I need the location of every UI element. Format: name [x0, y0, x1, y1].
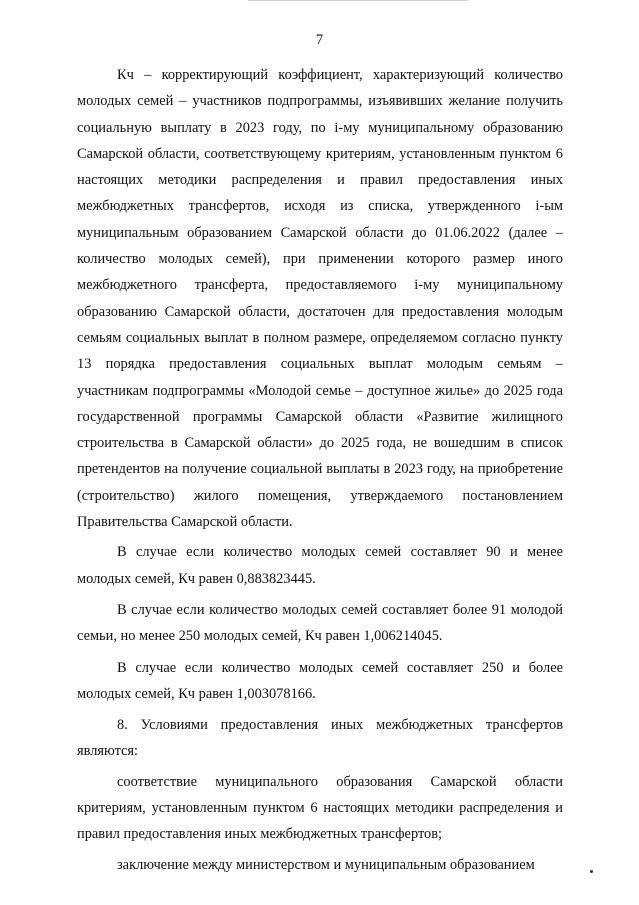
paragraph-case-250-or-more: В случае если количество молодых семей составляет 250 и более молодых семей, Кч равен 1,003078166.: [77, 659, 563, 702]
paragraph-kch-definition: Кч – корректирующий коэффициент, характеризующий количество молодых семей – участников подпрограммы, изъявивших желание получить социальную выплату в 2023 году, по i-му муниципальному образованию Самарской области, соответствующему критериям, установленным пунктом 6 настоящих методики распределения и правил предоставления иных межбюджетных трансфертов, исходя из списка, утвержденного i-ым муниципальным образованием Самарской области до 01.06.2022 (далее – количество молодых семей), при применении которого размер иного межбюджетного трансферта, предоставляемого i-му муниципальному образованию Самарской области, достаточен для предоставления молодым семьям социальных выплат в полном размере, определяемом согласно пункту 13 порядка предоставления социальных выплат молодым семьям – участникам подпрограммы «Молодой семье – доступное жилье» до 2025 года государственной программы Самарской области «Развитие жилищного строительства в Самарской области» до 2025 года, не вошедшим в список претендентов на получение социальной выплаты в 2023 году, на приобретение (строительство) жилого помещения, утверждаемого постановлением Правительства Самарской области.: [77, 67, 563, 531]
scan-edge-line: [248, 0, 468, 1]
paragraph-section-8-heading: 8. Условиями предоставления иных межбюджетных трансфертов являются:: [77, 717, 563, 760]
paragraph-condition-agreement: заключение между министерством и муниципальным образованием: [117, 856, 535, 873]
paragraph-case-90-or-less: В случае если количество молодых семей составляет 90 и менее молодых семей, Кч равен 0,883823445.: [77, 544, 563, 587]
paragraph-case-91-to-250: В случае если количество молодых семей составляет более 91 молодой семьи, но менее 250 молодых семей, Кч равен 1,006214045.: [77, 601, 563, 645]
document-body: [77, 62, 563, 878]
paragraph-condition-criteria: соответствие муниципального образования Самарской области критериям, установленным пунктом 6 настоящих методики распределения и правил предоставления иных межбюджетных трансфертов;: [77, 773, 563, 843]
page-number: 7: [315, 32, 324, 48]
scan-artifact-dot: [590, 870, 593, 873]
